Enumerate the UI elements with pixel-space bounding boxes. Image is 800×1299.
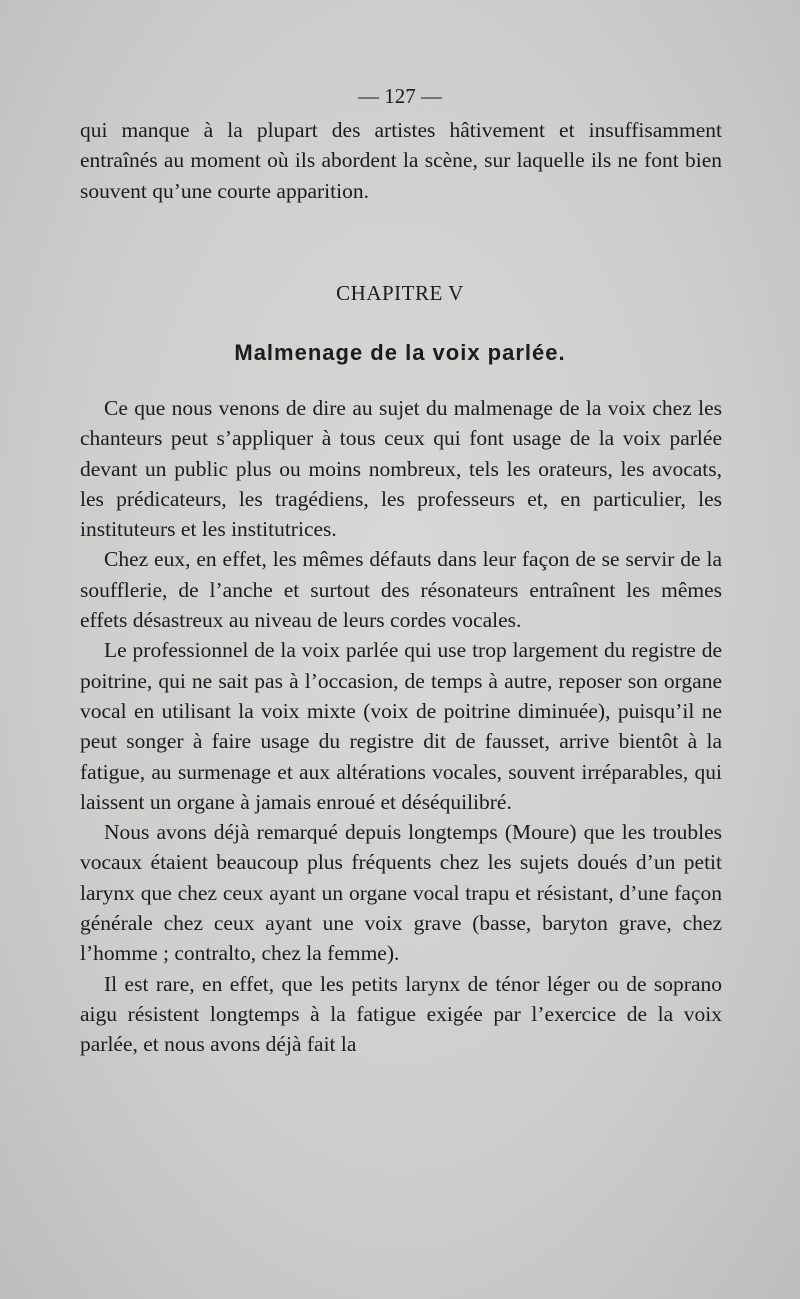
continuation-paragraph: qui manque à la plupart des artistes hâtivement et insuffisamment entraînés au moment où ils abordent la scène, sur laquelle ils ne font bien souvent qu’une courte apparition. bbox=[80, 118, 722, 203]
chapter-body bbox=[80, 393, 722, 1060]
paragraph: Il est rare, en effet, que les petits larynx de ténor léger ou de soprano aigu résistent longtemps à la fatigue exigée par l’exercice de la voix parlée, et nous avons déjà fait la bbox=[80, 971, 722, 1057]
page-number: — 127 — bbox=[358, 84, 442, 108]
chapter-title: Malmenage de la voix parlée. bbox=[234, 340, 566, 365]
paragraph: Nous avons déjà remarqué depuis longtemps (Moure) que les troubles vocaux étaient beaucoup plus fréquents chez les sujets doués d’un petit larynx que chez ceux ayant un organe vocal trapu et résistant, d’une façon générale chez ceux ayant une voix grave (basse, baryton grave, chez l’homme ; contralto, chez la femme). bbox=[80, 820, 722, 966]
paragraph: Le professionnel de la voix parlée qui use trop largement du registre de poitrine, qui ne sait pas à l’occasion, de temps à autre, reposer son organe vocal en utilisant la voix mixte (voix de poitrine diminuée), puisqu’il ne peut songer à faire usage du registre dit de fausset, arrive bientôt à la fatigue, au surmenage et aux altérations vocales, souvent irréparables, qui laissent un organe à jamais enroué et déséquilibré. bbox=[80, 638, 722, 814]
continuation-text bbox=[80, 115, 722, 206]
chapter-label: CHAPITRE V bbox=[336, 281, 464, 305]
paragraph: Ce que nous venons de dire au sujet du malmenage de la voix chez les chanteurs peut s’appliquer à tous ceux qui font usage de la voix parlée devant un public plus ou moins nombreux, tels les orateurs, les avocats, les prédicateurs, les tragédiens, les professeurs et, en particulier, les instituteurs et les institutrices. bbox=[80, 396, 722, 542]
paragraph: Chez eux, en effet, les mêmes défauts dans leur façon de se servir de la soufflerie, de l’anche et surtout des résonateurs entraînent les mêmes effets désastreux au niveau de leurs cordes vocales. bbox=[80, 547, 722, 633]
